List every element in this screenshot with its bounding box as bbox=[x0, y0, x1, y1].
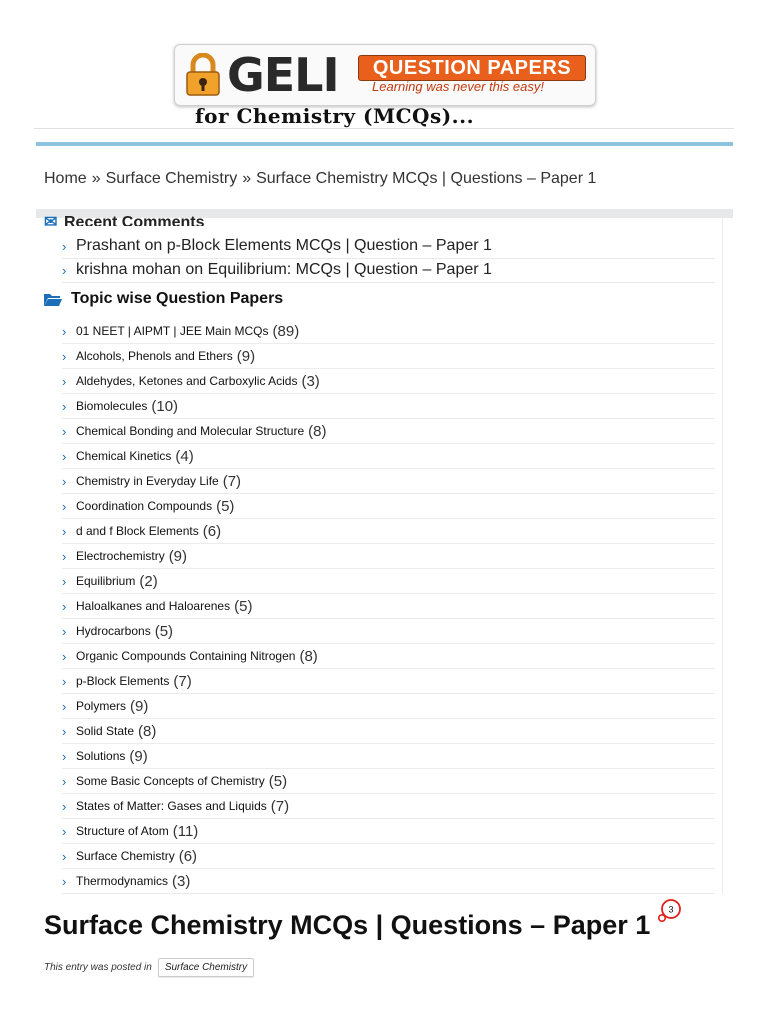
topic-count: (89) bbox=[272, 322, 300, 340]
topic-link[interactable]: 01 NEET | AIPMT | JEE Main MCQs bbox=[76, 324, 269, 338]
topic-count: (5) bbox=[234, 597, 253, 615]
topic-link[interactable]: Chemistry in Everyday Life bbox=[76, 474, 219, 488]
post-meta bbox=[44, 958, 254, 977]
header-accent-rule bbox=[36, 142, 733, 146]
chevron-right-icon: › bbox=[62, 523, 67, 539]
topic-link[interactable]: Coordination Compounds bbox=[76, 499, 213, 513]
topic-link[interactable]: Biomolecules bbox=[76, 399, 148, 413]
topic-item[interactable] bbox=[62, 669, 715, 694]
chevron-right-icon: › bbox=[62, 848, 67, 864]
topic-count: (6) bbox=[202, 522, 222, 540]
topic-count: (5) bbox=[154, 622, 174, 640]
sidebar-border bbox=[722, 218, 723, 894]
topic-item[interactable] bbox=[62, 319, 715, 344]
topic-item[interactable] bbox=[62, 469, 715, 494]
topic-link[interactable]: p-Block Elements bbox=[76, 674, 170, 688]
chevron-right-icon: › bbox=[62, 748, 67, 764]
topic-link[interactable]: Structure of Atom bbox=[76, 824, 169, 838]
recent-comment-item[interactable] bbox=[62, 258, 715, 283]
topic-link[interactable]: d and f Block Elements bbox=[76, 524, 199, 538]
chevron-right-icon: › bbox=[62, 773, 67, 789]
topic-count: (5) bbox=[216, 497, 235, 515]
topic-count: (11) bbox=[172, 822, 199, 840]
chevron-right-icon: › bbox=[62, 873, 67, 889]
chevron-right-icon: › bbox=[62, 648, 67, 664]
topic-count: (3) bbox=[301, 372, 320, 390]
topic-item[interactable] bbox=[62, 619, 715, 644]
chevron-right-icon: › bbox=[62, 548, 67, 564]
topic-count: (8) bbox=[299, 647, 318, 665]
topic-link[interactable]: Chemical Kinetics bbox=[76, 449, 172, 463]
topic-count: (3) bbox=[172, 872, 191, 890]
breadcrumb-category-link[interactable]: Surface Chemistry bbox=[105, 170, 238, 187]
topic-link[interactable]: Haloalkanes and Haloarenes bbox=[76, 599, 231, 613]
chevron-right-icon: › bbox=[62, 323, 67, 339]
comment-count-text: 3 bbox=[668, 904, 674, 915]
breadcrumb-separator: » bbox=[242, 170, 252, 187]
logo-badge-text: QUESTION PAPERS bbox=[358, 55, 586, 81]
chevron-right-icon: › bbox=[62, 498, 67, 514]
topic-link[interactable]: States of Matter: Gases and Liquids bbox=[76, 799, 267, 813]
breadcrumb-home-link[interactable]: Home bbox=[44, 170, 87, 187]
topic-count: (7) bbox=[173, 672, 192, 690]
topic-count: (10) bbox=[151, 397, 179, 415]
chevron-right-icon: › bbox=[62, 398, 67, 414]
header-divider bbox=[34, 128, 734, 129]
topic-count: (8) bbox=[308, 422, 327, 440]
recent-comments-heading-text: Recent Comments bbox=[64, 214, 205, 226]
topic-link[interactable]: Chemical Bonding and Molecular Structure bbox=[76, 424, 305, 438]
chevron-right-icon: › bbox=[62, 798, 67, 814]
topic-count: (6) bbox=[178, 847, 198, 865]
topic-item[interactable] bbox=[62, 844, 715, 869]
topic-count: (8) bbox=[138, 722, 157, 740]
breadcrumb-separator: » bbox=[91, 170, 101, 187]
topic-item[interactable] bbox=[62, 544, 715, 569]
topic-link[interactable]: Surface Chemistry bbox=[76, 849, 175, 863]
topic-item[interactable] bbox=[62, 494, 715, 519]
topic-count: (9) bbox=[129, 747, 148, 765]
topics-heading-text: Topic wise Question Papers bbox=[71, 290, 284, 307]
chevron-right-icon: › bbox=[62, 598, 67, 614]
topic-link[interactable]: Thermodynamics bbox=[76, 874, 169, 888]
post-title: Surface Chemistry MCQs | Questions – Paper 1 bbox=[44, 910, 651, 940]
chevron-right-icon: › bbox=[62, 573, 67, 589]
comment-count-badge[interactable] bbox=[656, 898, 682, 924]
topic-item[interactable] bbox=[62, 444, 715, 469]
topic-item[interactable] bbox=[62, 694, 715, 719]
topic-item[interactable] bbox=[62, 519, 715, 544]
chevron-right-icon: › bbox=[62, 448, 67, 464]
recent-comment-text[interactable]: Prashant on p-Block Elements MCQs | Question – Paper 1 bbox=[76, 237, 492, 254]
chevron-right-icon: › bbox=[62, 623, 67, 639]
topic-item[interactable] bbox=[62, 819, 715, 844]
topic-item[interactable] bbox=[62, 569, 715, 594]
topic-item[interactable] bbox=[62, 394, 715, 419]
chevron-right-icon: › bbox=[62, 423, 67, 439]
topic-count: (9) bbox=[168, 547, 188, 565]
topic-link[interactable]: Alcohols, Phenols and Ethers bbox=[76, 349, 233, 363]
topic-count: (9) bbox=[130, 697, 149, 715]
logo-slogan: Learning was never this easy! bbox=[372, 79, 544, 94]
topic-link[interactable]: Electrochemistry bbox=[76, 549, 165, 563]
site-tagline: for Chemistry (MCQs)... bbox=[195, 104, 475, 128]
recent-comment-item[interactable] bbox=[62, 234, 715, 259]
category-tag-link[interactable]: Surface Chemistry bbox=[158, 958, 254, 977]
folder-open-icon bbox=[44, 293, 62, 306]
chevron-right-icon: › bbox=[62, 673, 67, 689]
topic-count: (9) bbox=[236, 347, 256, 365]
chevron-right-icon: › bbox=[62, 262, 67, 278]
chevron-right-icon: › bbox=[62, 723, 67, 739]
topic-link[interactable]: Polymers bbox=[76, 699, 127, 713]
topic-item[interactable] bbox=[62, 594, 715, 619]
topic-item[interactable] bbox=[62, 644, 715, 669]
logo-brand-text: GELI bbox=[227, 48, 339, 102]
topic-item[interactable] bbox=[62, 719, 715, 744]
chevron-right-icon: › bbox=[62, 348, 67, 364]
site-logo[interactable] bbox=[174, 44, 596, 106]
topics-heading bbox=[44, 290, 283, 308]
comments-icon: ✉ bbox=[44, 214, 58, 226]
breadcrumb bbox=[44, 170, 596, 188]
topic-link[interactable]: Solid State bbox=[76, 724, 135, 738]
topic-count: (7) bbox=[270, 797, 290, 815]
topic-count: (2) bbox=[139, 572, 158, 590]
topic-item[interactable] bbox=[62, 769, 715, 794]
topic-item[interactable] bbox=[62, 794, 715, 819]
topic-link[interactable]: Some Basic Concepts of Chemistry bbox=[76, 774, 265, 788]
padlock-icon bbox=[183, 53, 223, 97]
breadcrumb-current: Surface Chemistry MCQs | Questions – Paper 1 bbox=[256, 170, 597, 187]
chevron-right-icon: › bbox=[62, 473, 67, 489]
chevron-right-icon: › bbox=[62, 238, 67, 254]
posted-in-label: This entry was posted in bbox=[44, 962, 152, 973]
topic-item[interactable] bbox=[62, 369, 715, 394]
topic-link[interactable]: Aldehydes, Ketones and Carboxylic Acids bbox=[76, 374, 298, 388]
topic-link[interactable]: Equilibrium bbox=[76, 574, 136, 588]
topic-count: (4) bbox=[175, 447, 194, 465]
chevron-right-icon: › bbox=[62, 373, 67, 389]
recent-comments-heading bbox=[44, 212, 204, 226]
topic-item[interactable] bbox=[62, 744, 715, 769]
chevron-right-icon: › bbox=[62, 823, 67, 839]
topic-link[interactable]: Organic Compounds Containing Nitrogen bbox=[76, 649, 296, 663]
topic-link[interactable]: Hydrocarbons bbox=[76, 624, 151, 638]
recent-comment-text[interactable]: krishna mohan on Equilibrium: MCQs | Question – Paper 1 bbox=[76, 261, 492, 278]
topic-count: (7) bbox=[222, 472, 242, 490]
topic-item[interactable] bbox=[62, 344, 715, 369]
chevron-right-icon: › bbox=[62, 698, 67, 714]
topic-item[interactable] bbox=[62, 419, 715, 444]
topic-link[interactable]: Solutions bbox=[76, 749, 126, 763]
topic-count: (5) bbox=[268, 772, 288, 790]
topic-item[interactable] bbox=[62, 869, 715, 894]
